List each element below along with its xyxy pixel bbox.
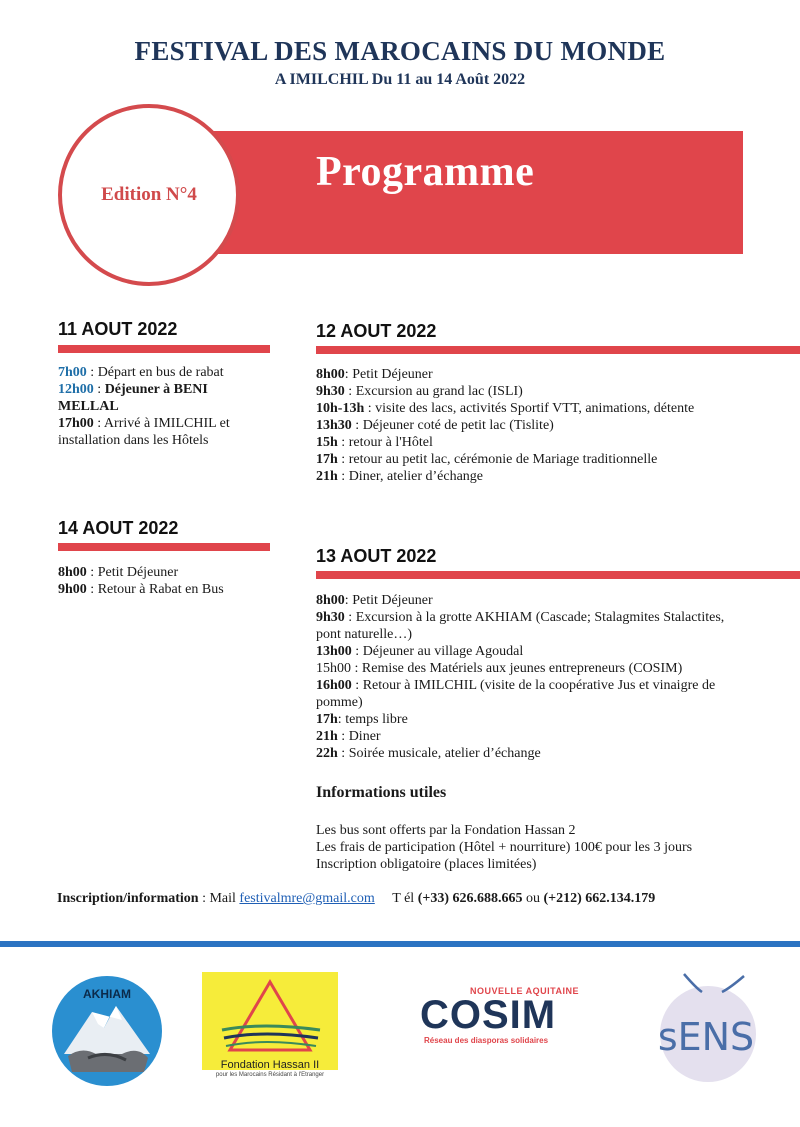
schedule-row — [316, 417, 800, 434]
schedule-row — [316, 400, 800, 417]
schedule-activity: Petit Déjeuner — [97, 565, 179, 580]
fondation-name: Fondation Hassan II — [220, 1059, 320, 1071]
schedule-activity: Déjeuner à BENI — [104, 382, 208, 397]
schedule-separator: : — [337, 729, 349, 744]
schedule-time: 17h — [316, 712, 338, 727]
day-12-bar — [316, 346, 800, 354]
schedule-row — [58, 432, 288, 449]
info-line: Les bus sont offerts par la Fondation Hassan 2 — [316, 823, 576, 838]
info-title: Informations utiles — [316, 784, 447, 801]
or-text: ou — [522, 891, 544, 906]
schedule-row — [316, 626, 800, 643]
schedule-time: 9h00 — [58, 582, 87, 597]
schedule-row — [58, 381, 288, 398]
email-link[interactable]: festivalmre@gmail.com — [239, 891, 375, 906]
day-11-title: 11 AOUT 2022 — [58, 319, 178, 339]
schedule-activity: Déjeuner au village Agoudal — [362, 644, 524, 659]
schedule-row — [58, 415, 288, 432]
schedule-time: 8h00 — [316, 367, 345, 382]
fondation-subtitle: pour les Marocains Résidant à l'Etranger — [215, 1072, 325, 1078]
schedule-row — [316, 366, 800, 383]
schedule-separator: : — [351, 678, 363, 693]
schedule-activity: Petit Déjeuner — [352, 593, 433, 608]
schedule-time: 12h00 — [58, 382, 94, 397]
schedule-activity: Soirée musicale, atelier d’échange — [348, 746, 541, 761]
schedule-separator: : — [344, 384, 356, 399]
schedule-row — [316, 609, 800, 626]
schedule-activity: Excursion à la grotte AKHIAM (Cascade; Stalagmites Stalactites, — [355, 610, 725, 625]
schedule-separator: : — [337, 746, 349, 761]
schedule-activity: MELLAL — [58, 399, 119, 414]
schedule-row — [316, 383, 800, 400]
schedule-row — [316, 677, 800, 694]
schedule-separator: : — [337, 469, 349, 484]
day-12-title: 12 AOUT 2022 — [316, 321, 437, 341]
schedule-time: 13h30 — [316, 418, 352, 433]
svg-text:sENS: sENS — [657, 1015, 755, 1059]
schedule-activity: Retour à IMILCHIL (visite de la coopérative Jus et vinaigre de — [362, 678, 716, 693]
svg-text:AKHIAM: AKHIAM — [83, 987, 131, 1001]
schedule-row — [58, 581, 288, 598]
schedule-activity: pont naturelle…) — [316, 627, 413, 642]
tel-prefix: T él — [392, 891, 418, 906]
festival-title: FESTIVAL DES MAROCAINS DU MONDE — [134, 36, 666, 66]
schedule-time: 17h — [316, 452, 338, 467]
cosim-logo: COSIM — [420, 993, 557, 1037]
schedule-time: 8h00 — [316, 593, 345, 608]
schedule-activity: Départ en bus de rabat — [97, 365, 224, 380]
day-14-schedule — [58, 564, 288, 598]
schedule-time: 21h — [316, 469, 338, 484]
schedule-row — [316, 711, 800, 728]
schedule-row — [316, 468, 800, 485]
schedule-separator: : — [344, 593, 353, 608]
schedule-time: 8h00 — [58, 565, 87, 580]
sens-logo — [644, 970, 770, 1090]
schedule-separator: : — [93, 416, 104, 431]
schedule-activity: Petit Déjeuner — [352, 367, 433, 382]
schedule-row — [58, 564, 288, 581]
schedule-row — [316, 694, 800, 711]
mail-prefix: : Mail — [198, 891, 240, 906]
schedule-separator: : — [337, 435, 349, 450]
programme-heading: Programme — [316, 149, 535, 195]
schedule-row — [316, 592, 800, 609]
day-14-title: 14 AOUT 2022 — [58, 518, 179, 538]
day-11-schedule — [58, 364, 288, 449]
footer-divider — [0, 941, 800, 947]
schedule-row — [316, 434, 800, 451]
schedule-activity: visite des lacs, activités Sportif VTT, animations, détente — [375, 401, 695, 416]
schedule-row — [316, 728, 800, 745]
schedule-activity: Arrivé à IMILCHIL et — [103, 416, 230, 431]
festival-subtitle: A IMILCHIL Du 11 au 14 Août 2022 — [274, 71, 526, 88]
schedule-time: 16h00 — [316, 678, 352, 693]
schedule-time: 17h00 — [58, 416, 94, 431]
day-12-schedule — [316, 366, 800, 485]
info-lines — [316, 822, 800, 873]
schedule-separator: : — [86, 582, 98, 597]
day-13-bar — [316, 571, 800, 579]
schedule-row — [316, 643, 800, 660]
schedule-activity: Diner, atelier d’échange — [348, 469, 483, 484]
schedule-row — [316, 451, 800, 468]
schedule-activity: 15h00 : Remise des Matériels aux jeunes entrepreneurs (COSIM) — [316, 661, 683, 676]
schedule-row — [58, 364, 288, 381]
schedule-activity: installation dans les Hôtels — [58, 433, 209, 448]
contact-label: Inscription/information — [57, 891, 199, 906]
sens-emblem-icon — [644, 970, 770, 1090]
schedule-separator: : — [351, 418, 363, 433]
schedule-time: 22h — [316, 746, 338, 761]
schedule-row — [316, 745, 800, 762]
phone-morocco: (+212) 662.134.179 — [543, 891, 656, 906]
schedule-row — [58, 398, 288, 415]
schedule-activity: Diner — [348, 729, 381, 744]
fondation-emblem-icon — [202, 972, 338, 1070]
schedule-activity: retour au petit lac, cérémonie de Mariage traditionnelle — [348, 452, 658, 467]
schedule-separator: : — [337, 712, 346, 727]
info-line: Inscription obligatoire (places limitées) — [316, 857, 537, 872]
schedule-time: 10h-13h — [316, 401, 365, 416]
schedule-separator: : — [93, 382, 105, 397]
schedule-separator: : — [344, 610, 356, 625]
schedule-time: 7h00 — [58, 365, 87, 380]
day-13-title: 13 AOUT 2022 — [316, 546, 437, 566]
schedule-time: 15h — [316, 435, 338, 450]
schedule-separator: : — [344, 367, 353, 382]
day-14-bar — [58, 543, 270, 551]
schedule-separator: : — [351, 644, 363, 659]
schedule-row — [316, 660, 800, 677]
day-11-bar — [58, 345, 270, 353]
info-line: Les frais de participation (Hôtel + nourriture) 100€ pour les 3 jours — [316, 840, 693, 855]
schedule-separator: : — [86, 365, 98, 380]
schedule-activity: pomme) — [316, 695, 363, 710]
phone-france: (+33) 626.688.665 — [417, 891, 523, 906]
schedule-activity: Excursion au grand lac (ISLI) — [355, 384, 523, 399]
schedule-time: 13h00 — [316, 644, 352, 659]
schedule-separator: : — [364, 401, 376, 416]
akhiam-mountain-icon — [52, 976, 162, 1086]
schedule-activity: retour à l'Hôtel — [348, 435, 433, 450]
schedule-time: 9h30 — [316, 384, 345, 399]
schedule-time: 21h — [316, 729, 338, 744]
akhiam-logo — [52, 976, 162, 1086]
schedule-separator: : — [86, 565, 98, 580]
edition-label: Edition N°4 — [101, 184, 197, 205]
schedule-activity: Déjeuner coté de petit lac (Tislite) — [362, 418, 554, 433]
fondation-hassan-logo — [202, 972, 338, 1070]
schedule-activity: Retour à Rabat en Bus — [97, 582, 224, 597]
schedule-activity: temps libre — [345, 712, 408, 727]
contact-line — [57, 891, 655, 907]
day-13-schedule — [316, 592, 800, 762]
schedule-time: 9h30 — [316, 610, 345, 625]
cosim-region: NOUVELLE AQUITAINE — [470, 986, 580, 996]
schedule-separator: : — [337, 452, 349, 467]
cosim-tagline: Réseau des diasporas solidaires — [424, 1036, 549, 1045]
